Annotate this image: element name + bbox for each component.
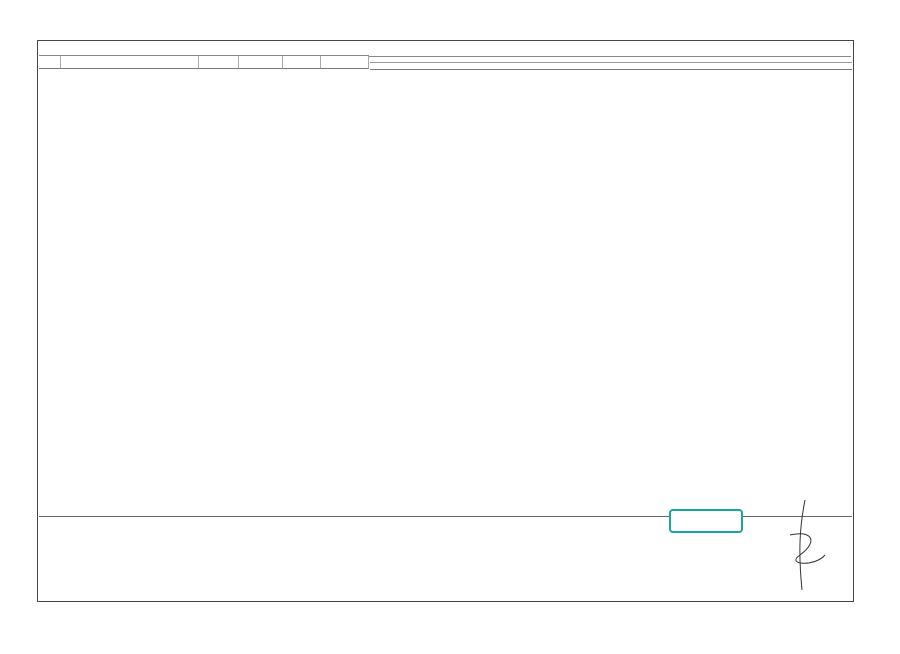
- col-predecessors: [321, 56, 369, 69]
- signature-stroke: [790, 500, 825, 590]
- col-finish: [283, 56, 321, 69]
- col-start: [239, 56, 283, 69]
- signature: [770, 495, 830, 595]
- task-table: [39, 56, 369, 516]
- col-id: [39, 56, 61, 69]
- project-code: [39, 42, 369, 56]
- col-name: [61, 56, 199, 69]
- logo-frame: [670, 510, 742, 532]
- col-duration: [199, 56, 239, 69]
- timeline-weeks: [370, 62, 852, 70]
- page-title: [369, 42, 851, 57]
- gantt-chart: [370, 56, 852, 516]
